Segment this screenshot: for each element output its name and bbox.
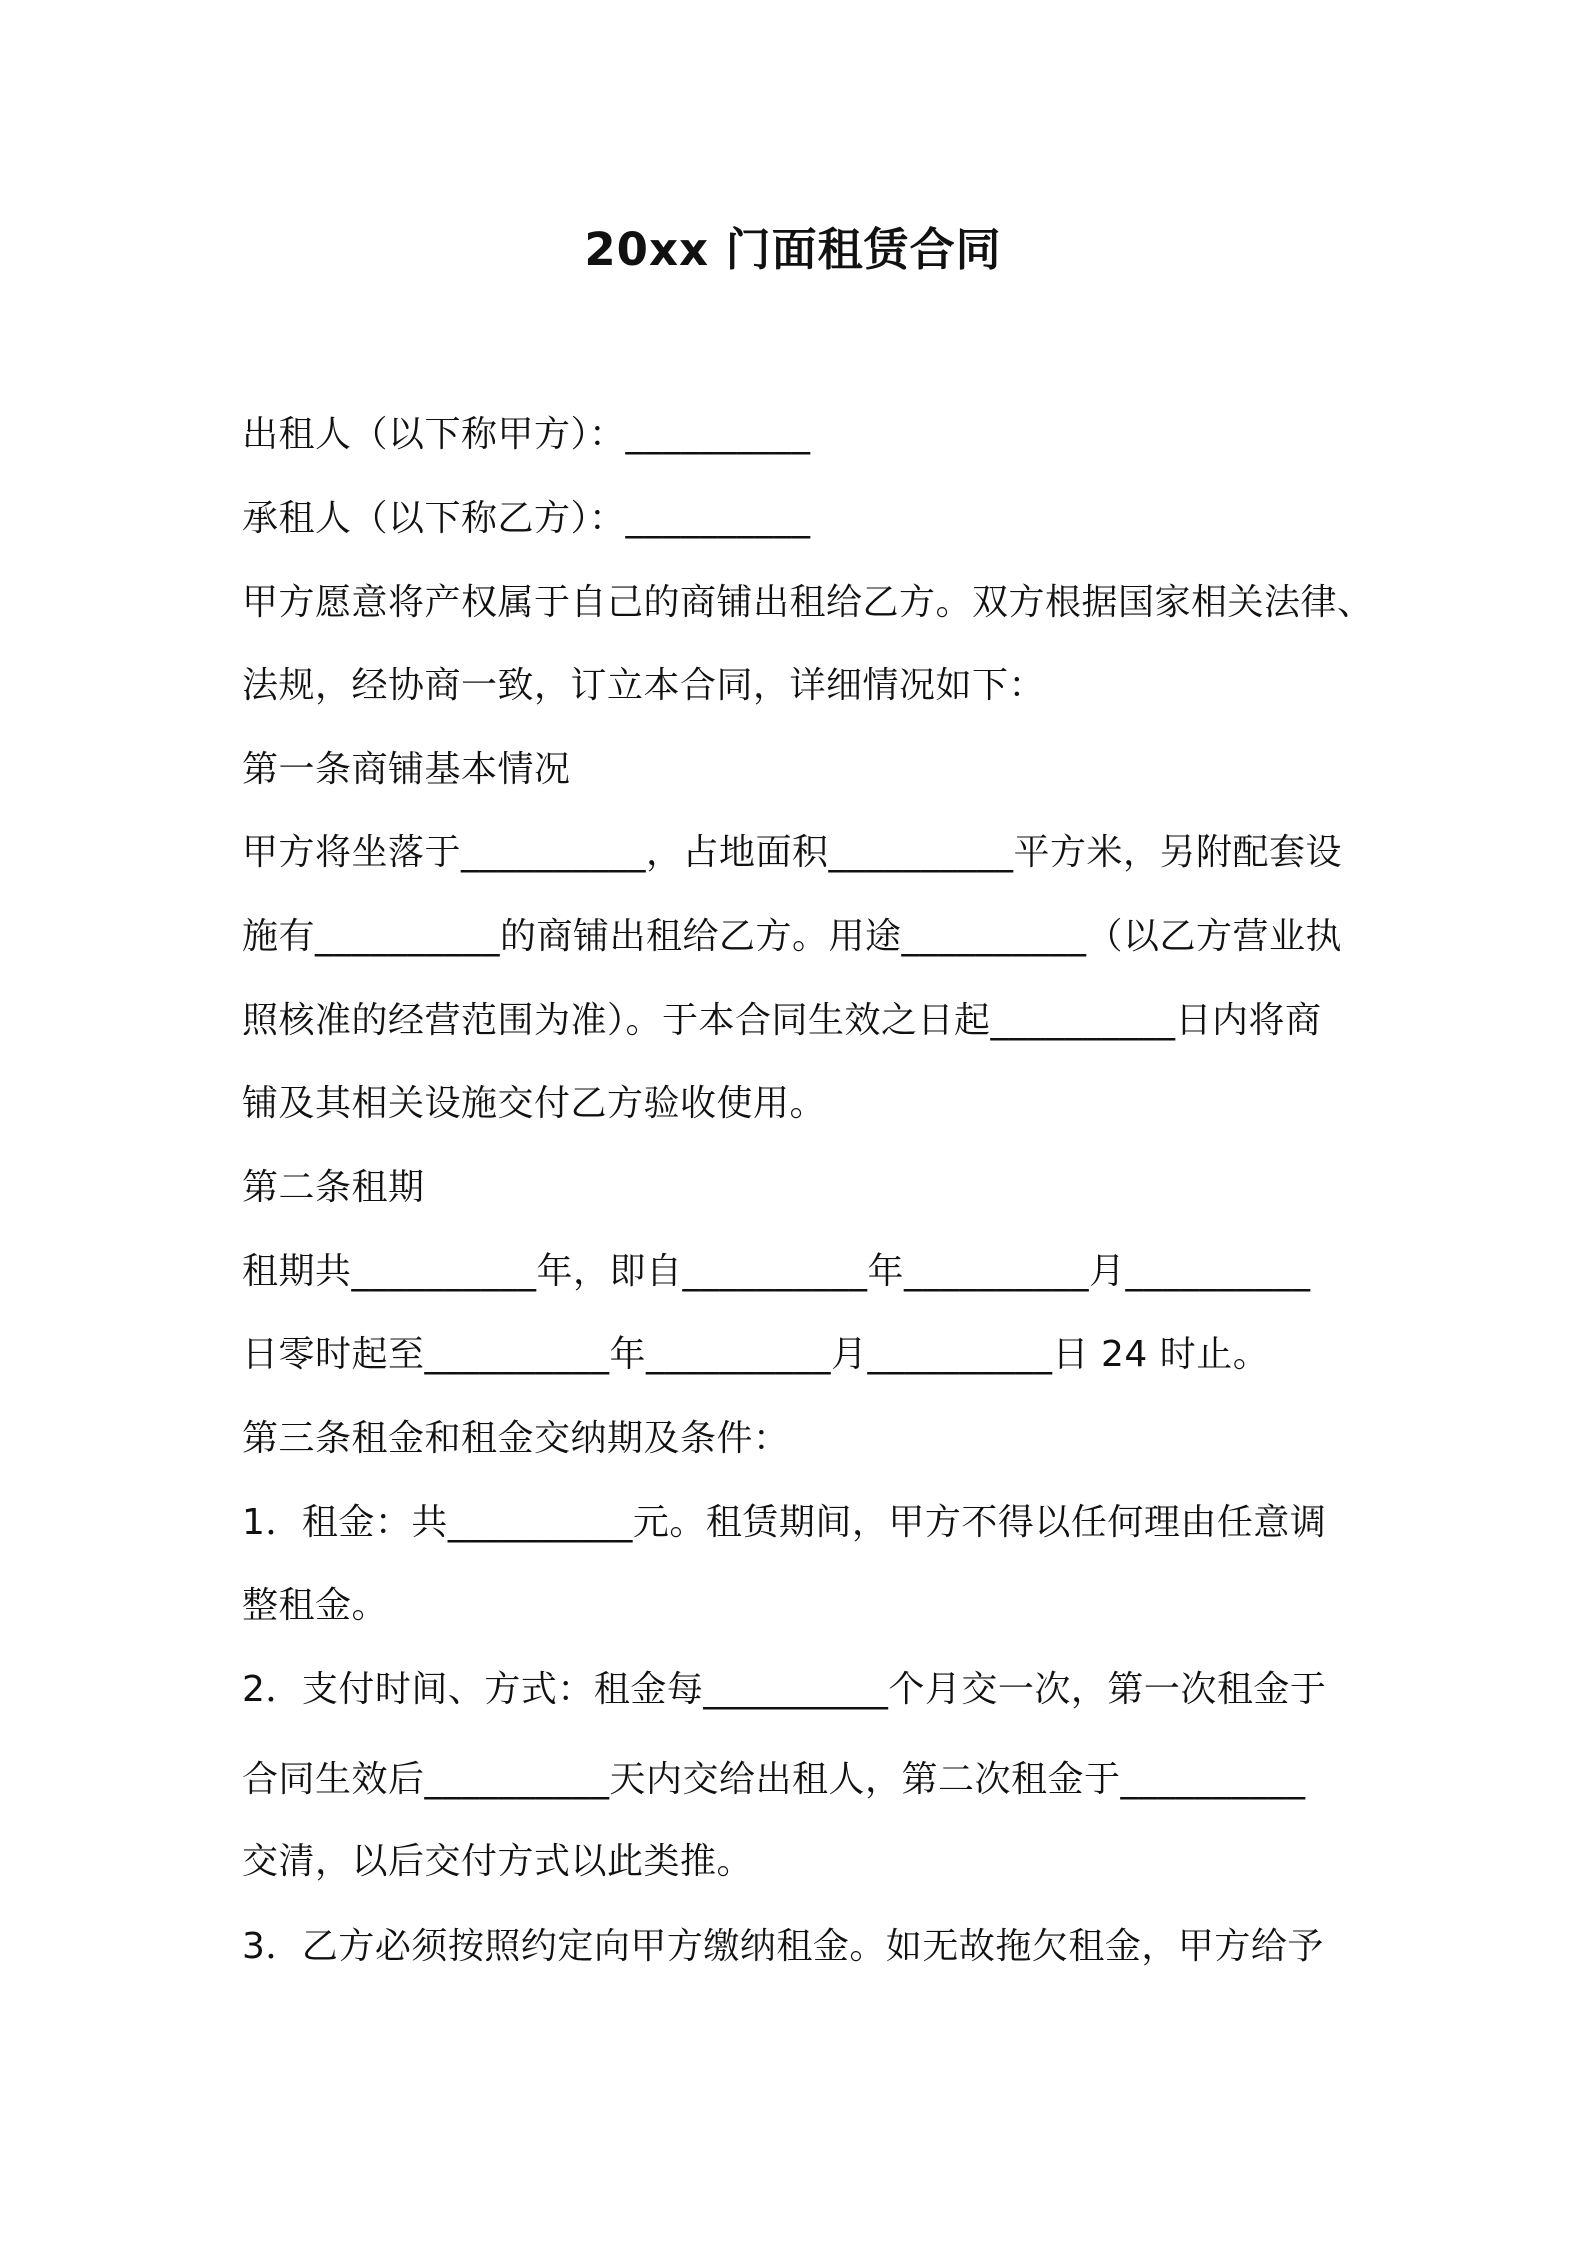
article-3-heading: 第三条租金和租金交纳期及条件： [242,1418,790,1459]
preamble-line-1: 甲方愿意将产权属于自己的商铺出租给乙方。双方根据国家相关法律、 [242,582,1374,623]
preamble-line-2: 法规，经协商一致，订立本合同，详细情况如下： [242,665,1046,706]
article-1-line-3: 照核准的经营范围为准）。于本合同生效之日起__________日内将商 [242,1000,1322,1041]
article-2-line-1: 租期共__________年，即自__________年__________月__________ [242,1251,1311,1292]
clause-2-line-2: 合同生效后__________天内交给出租人，第二次租金于__________ [242,1759,1306,1800]
clause-2-line-1: 2．支付时间、方式：租金每__________个月交一次，第一次租金于 [242,1669,1327,1710]
article-1-heading: 第一条商铺基本情况 [242,749,571,790]
lessor-line: 出租人（以下称甲方）：__________ [242,414,811,455]
document-title: 20xx 门面租赁合同 [584,223,1002,276]
clause-1-line-1: 1．租金：共__________元。租赁期间，甲方不得以任何理由任意调 [242,1502,1327,1543]
article-1-line-1: 甲方将坐落于__________，占地面积__________平方米，另附配套设 [242,832,1343,873]
clause-2-line-3: 交清，以后交付方式以此类推。 [242,1841,754,1882]
article-2-line-2: 日零时起至__________年__________月__________日 24 时止。 [242,1334,1270,1375]
article-2-heading: 第二条租期 [242,1167,425,1208]
article-1-line-4: 铺及其相关设施交付乙方验收使用。 [242,1083,827,1124]
article-1-line-2: 施有__________的商铺出租给乙方。用途__________（以乙方营业执 [242,916,1343,957]
clause-1-line-2: 整租金。 [242,1585,389,1626]
lessee-line: 承租人（以下称乙方）：__________ [242,498,811,539]
clause-3-line-1: 3．乙方必须按照约定向甲方缴纳租金。如无故拖欠租金，甲方给予 [242,1926,1324,1967]
